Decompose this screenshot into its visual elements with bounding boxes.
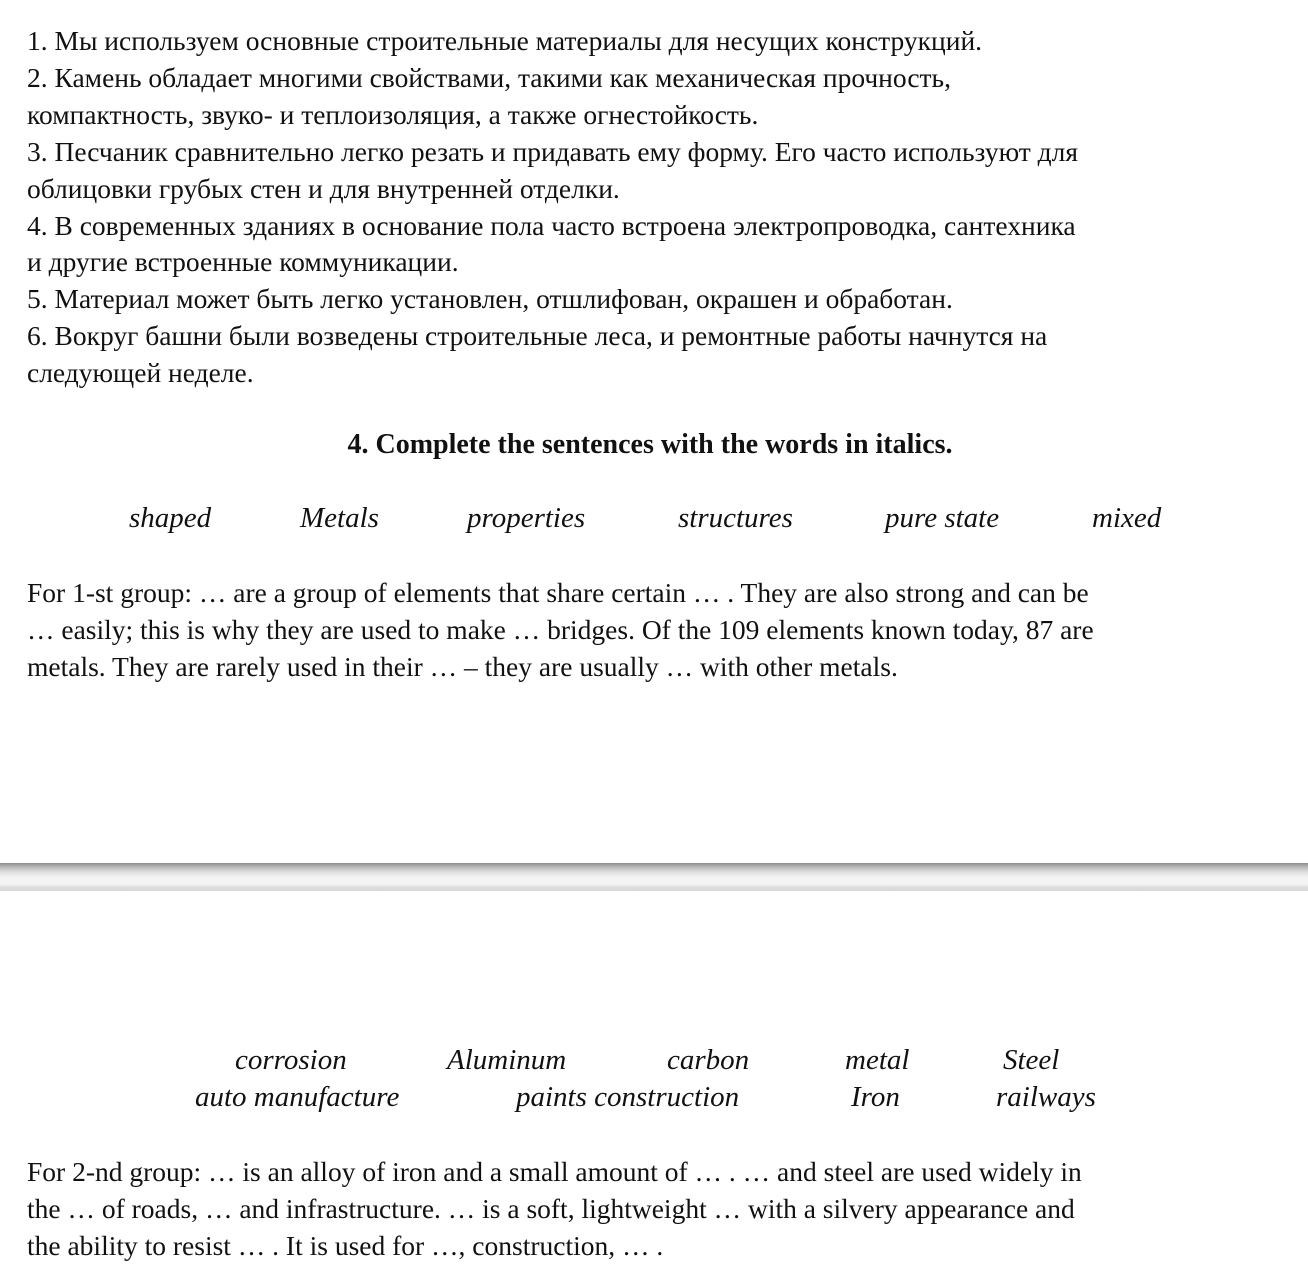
word-bank-item: properties xyxy=(467,502,586,534)
paragraph-line: … easily; this is why they are used to make … bridges. Of the 109 elements known today, 87 are xyxy=(27,614,1094,645)
translation-sentence-line: 3. Песчаник сравнительно легко резать и придавать ему форму. Его часто используют для xyxy=(27,136,1079,167)
translation-sentence-line: и другие встроенные коммуникации. xyxy=(27,246,459,277)
word-bank-item: structures xyxy=(678,502,793,534)
translation-sentence-line: 6. Вокруг башни были возведены строительные леса, и ремонтные работы начнутся на xyxy=(27,320,1048,351)
word-bank-item: railways xyxy=(996,1081,1096,1113)
translation-sentence-line: облицовки грубых стен и для внутренней отделки. xyxy=(27,173,620,204)
paragraph-line: the … of roads, … and infrastructure. … is a soft, lightweight … with a silvery appearance and xyxy=(27,1193,1075,1224)
translation-sentence-line: 4. В современных зданиях в основание пола часто встроена электропроводка, сантехника xyxy=(27,210,1076,241)
word-bank-item: pure state xyxy=(885,502,1000,534)
paragraph-line: For 2-nd group: … is an alloy of iron and a small amount of … . … and steel are used widely in xyxy=(27,1156,1082,1187)
word-bank-item: metal xyxy=(845,1044,910,1076)
translation-sentence-line: 2. Камень обладает многими свойствами, такими как механическая прочность, xyxy=(27,62,951,93)
word-bank-item: carbon xyxy=(667,1044,750,1076)
paragraph-line: For 1-st group: … are a group of elements that share certain … . They are also strong and can be xyxy=(27,577,1089,608)
word-bank-item: paints construction xyxy=(516,1081,740,1113)
paragraph-line: the ability to resist … . It is used for …, construction, … . xyxy=(27,1230,664,1261)
word-bank-item: Iron xyxy=(851,1081,900,1113)
word-bank-item: Steel xyxy=(1003,1044,1060,1076)
word-bank-item: Metals xyxy=(300,502,379,534)
exercise-heading: 4. Complete the sentences with the words in italics. xyxy=(347,429,953,460)
word-bank-item: shaped xyxy=(129,502,212,534)
translation-sentence-line: 5. Материал может быть легко установлен, отшлифован, окрашен и обработан. xyxy=(27,283,953,314)
page-separator xyxy=(0,863,1308,891)
paragraph-line: metals. They are rarely used in their … – they are usually … with other metals. xyxy=(27,651,898,682)
word-bank-item: mixed xyxy=(1092,502,1162,534)
word-bank-item: auto manufacture xyxy=(195,1081,400,1113)
translation-sentence-line: 1. Мы используем основные строительные материалы для несущих конструкций. xyxy=(27,25,983,56)
word-bank-item: Aluminum xyxy=(447,1044,567,1076)
translation-sentence-line: компактность, звуко- и теплоизоляция, а также огнестойкость. xyxy=(27,99,759,130)
word-bank-item: corrosion xyxy=(235,1044,347,1076)
translation-sentence-line: следующей неделе. xyxy=(27,357,254,388)
